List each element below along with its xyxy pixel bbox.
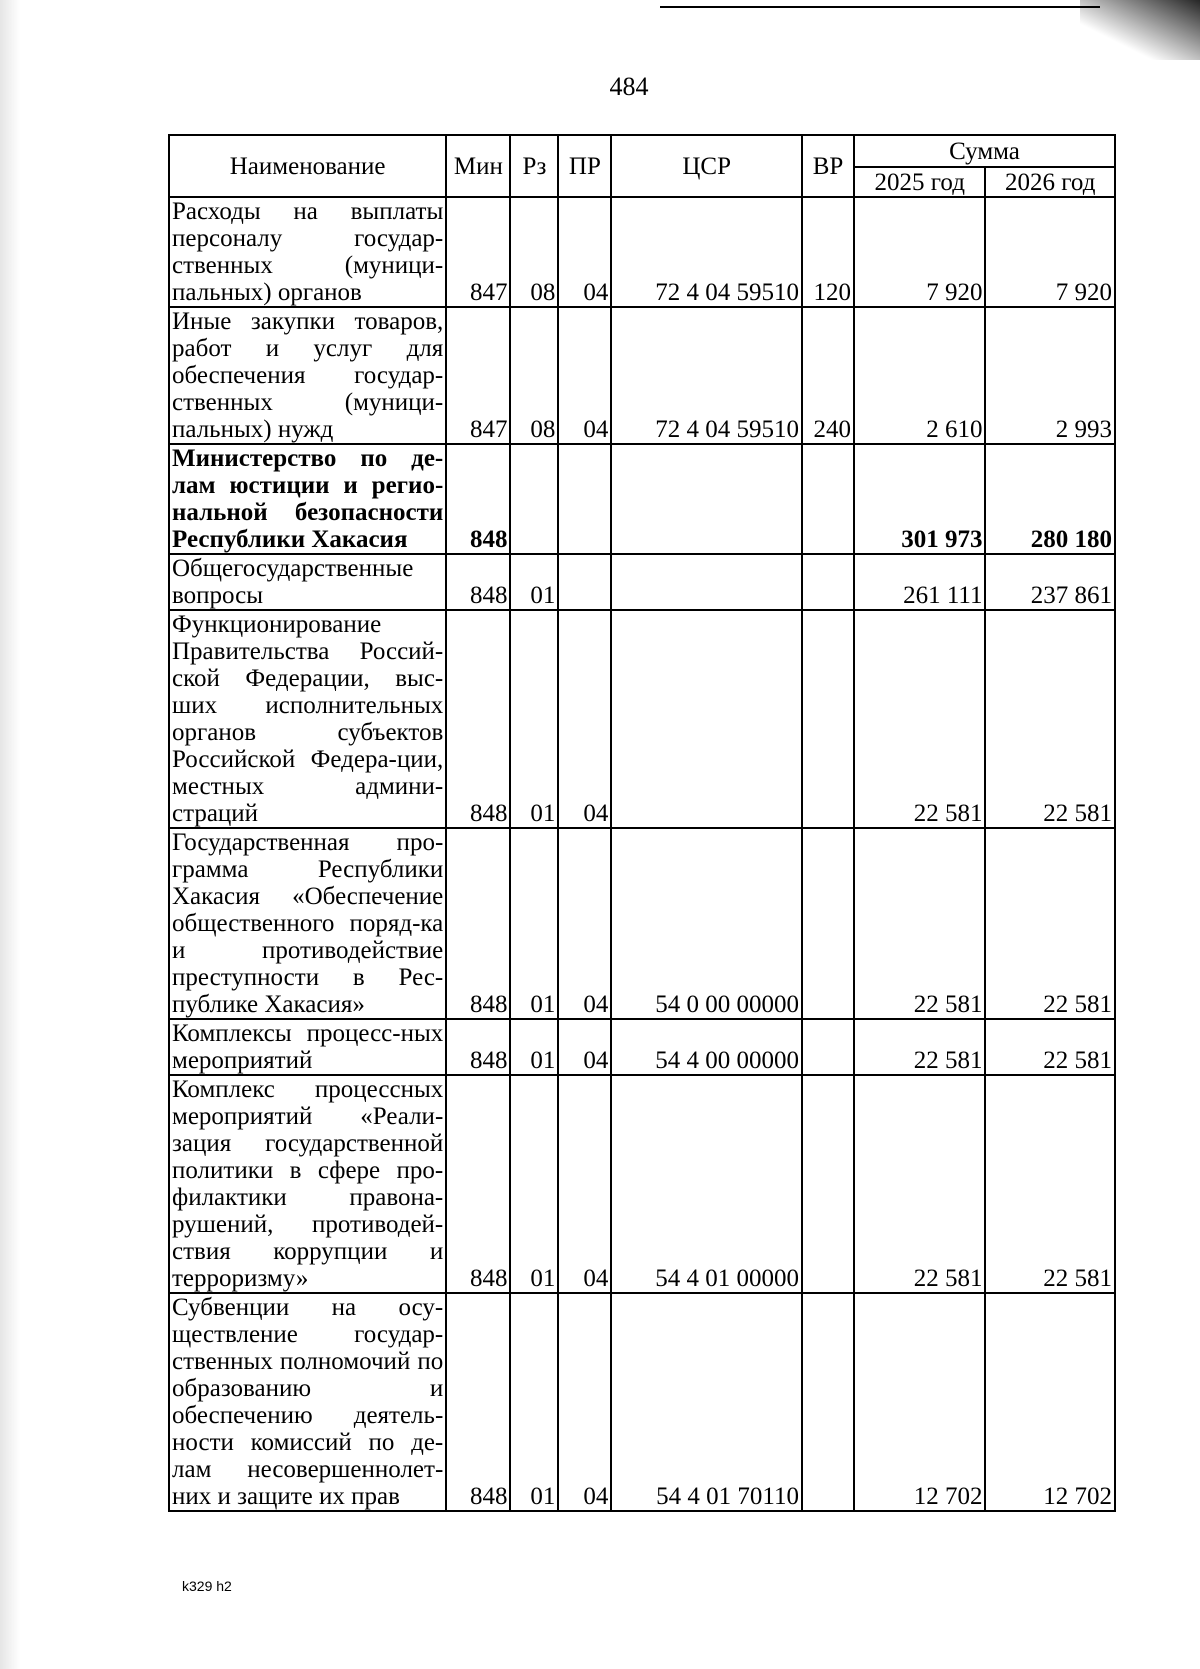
row-vr	[802, 1075, 854, 1293]
row-sum-2025: 22 581	[854, 1019, 985, 1075]
scan-shadow-top-right	[1080, 0, 1200, 60]
row-sum-2025: 22 581	[854, 1075, 985, 1293]
header-name: Наименование	[169, 135, 446, 197]
row-csr	[611, 554, 802, 610]
row-name: Комплекс процессных мероприятий «Реали-зация государственной политики в сфере про-филактики правона-рушений, противодей-ствия коррупции и терроризму»	[169, 1075, 446, 1293]
row-sum-2025: 7 920	[854, 197, 985, 307]
header-year-2026: 2026 год	[985, 167, 1115, 197]
row-sum-2026: 237 861	[985, 554, 1115, 610]
row-sum-2025: 261 111	[854, 554, 985, 610]
row-csr: 72 4 04 59510	[611, 197, 802, 307]
row-sum-2025: 22 581	[854, 610, 985, 828]
header-year-2025: 2025 год	[854, 167, 985, 197]
header-rz: Рз	[510, 135, 558, 197]
table-row	[169, 554, 1115, 610]
row-csr: 54 4 01 00000	[611, 1075, 802, 1293]
row-sum-2026: 22 581	[985, 828, 1115, 1019]
row-sum-2026: 12 702	[985, 1293, 1115, 1511]
scan-top-line	[660, 6, 1100, 8]
row-csr: 54 4 01 70110	[611, 1293, 802, 1511]
row-pr: 04	[558, 828, 611, 1019]
row-sum-2025: 301 973	[854, 444, 985, 554]
row-vr: 120	[802, 197, 854, 307]
row-csr: 54 4 00 00000	[611, 1019, 802, 1075]
row-min: 848	[446, 1019, 510, 1075]
row-sum-2025: 22 581	[854, 828, 985, 1019]
budget-table	[168, 134, 1116, 1512]
row-name: Субвенции на осу-ществление государ-ственных полномочий по образованию и обеспечению деятель-ности комиссий по де-лам несовершеннолет-них и защите их прав	[169, 1293, 446, 1511]
row-csr: 72 4 04 59510	[611, 307, 802, 444]
row-csr: 54 0 00 00000	[611, 828, 802, 1019]
table-row	[169, 444, 1115, 554]
row-vr	[802, 554, 854, 610]
row-min: 848	[446, 610, 510, 828]
table-row	[169, 197, 1115, 307]
row-min: 847	[446, 197, 510, 307]
row-rz: 01	[510, 1075, 558, 1293]
row-vr	[802, 1019, 854, 1075]
table-row	[169, 1019, 1115, 1075]
row-pr	[558, 444, 611, 554]
row-min: 848	[446, 1075, 510, 1293]
row-rz: 08	[510, 197, 558, 307]
header-csr: ЦСР	[611, 135, 802, 197]
row-name: Комплексы процесс-ных мероприятий	[169, 1019, 446, 1075]
footer-code: k329 h2	[182, 1578, 232, 1594]
scan-shadow-left	[0, 0, 20, 1669]
row-sum-2026: 7 920	[985, 197, 1115, 307]
row-pr: 04	[558, 197, 611, 307]
row-pr: 04	[558, 1019, 611, 1075]
row-sum-2026: 2 993	[985, 307, 1115, 444]
row-csr	[611, 444, 802, 554]
row-min: 847	[446, 307, 510, 444]
row-pr: 04	[558, 1075, 611, 1293]
row-min: 848	[446, 1293, 510, 1511]
row-vr	[802, 1293, 854, 1511]
table-row	[169, 828, 1115, 1019]
row-name: Функционирование Правительства Россий-ской Федерации, выс-ших исполнительных органов субъектов Российской Федера-ции, местных админи-страций	[169, 610, 446, 828]
row-csr	[611, 610, 802, 828]
table-body	[169, 197, 1115, 1511]
row-pr: 04	[558, 610, 611, 828]
row-rz: 01	[510, 610, 558, 828]
page-number: 484	[609, 72, 649, 101]
row-rz	[510, 444, 558, 554]
row-vr	[802, 828, 854, 1019]
table-row	[169, 1293, 1115, 1511]
row-name: Общегосударственные вопросы	[169, 554, 446, 610]
row-sum-2025: 12 702	[854, 1293, 985, 1511]
row-vr	[802, 610, 854, 828]
table-row	[169, 1075, 1115, 1293]
row-rz: 01	[510, 1019, 558, 1075]
row-name: Государственная про-грамма Республики Хакасия «Обеспечение общественного поряд-ка и противодействие преступности в Рес-публике Хакасия»	[169, 828, 446, 1019]
row-rz: 01	[510, 828, 558, 1019]
row-min: 848	[446, 554, 510, 610]
row-rz: 01	[510, 554, 558, 610]
header-pr: ПР	[558, 135, 611, 197]
header-sum: Сумма	[854, 135, 1115, 167]
row-sum-2026: 280 180	[985, 444, 1115, 554]
row-min: 848	[446, 444, 510, 554]
row-name: Министерство по де-лам юстиции и регио-нальной безопасности Республики Хакасия	[169, 444, 446, 554]
row-pr	[558, 554, 611, 610]
row-rz: 08	[510, 307, 558, 444]
row-name: Иные закупки товаров, работ и услуг для обеспечения государ-ственных (муници-пальных) нужд	[169, 307, 446, 444]
row-sum-2025: 2 610	[854, 307, 985, 444]
row-sum-2026: 22 581	[985, 1019, 1115, 1075]
header-min: Мин	[446, 135, 510, 197]
row-vr: 240	[802, 307, 854, 444]
row-rz: 01	[510, 1293, 558, 1511]
table-row	[169, 307, 1115, 444]
row-pr: 04	[558, 307, 611, 444]
row-pr: 04	[558, 1293, 611, 1511]
row-sum-2026: 22 581	[985, 610, 1115, 828]
header-vr: ВР	[802, 135, 854, 197]
table-row	[169, 610, 1115, 828]
row-name: Расходы на выплаты персоналу государ-ственных (муници-пальных) органов	[169, 197, 446, 307]
row-vr	[802, 444, 854, 554]
row-sum-2026: 22 581	[985, 1075, 1115, 1293]
row-min: 848	[446, 828, 510, 1019]
